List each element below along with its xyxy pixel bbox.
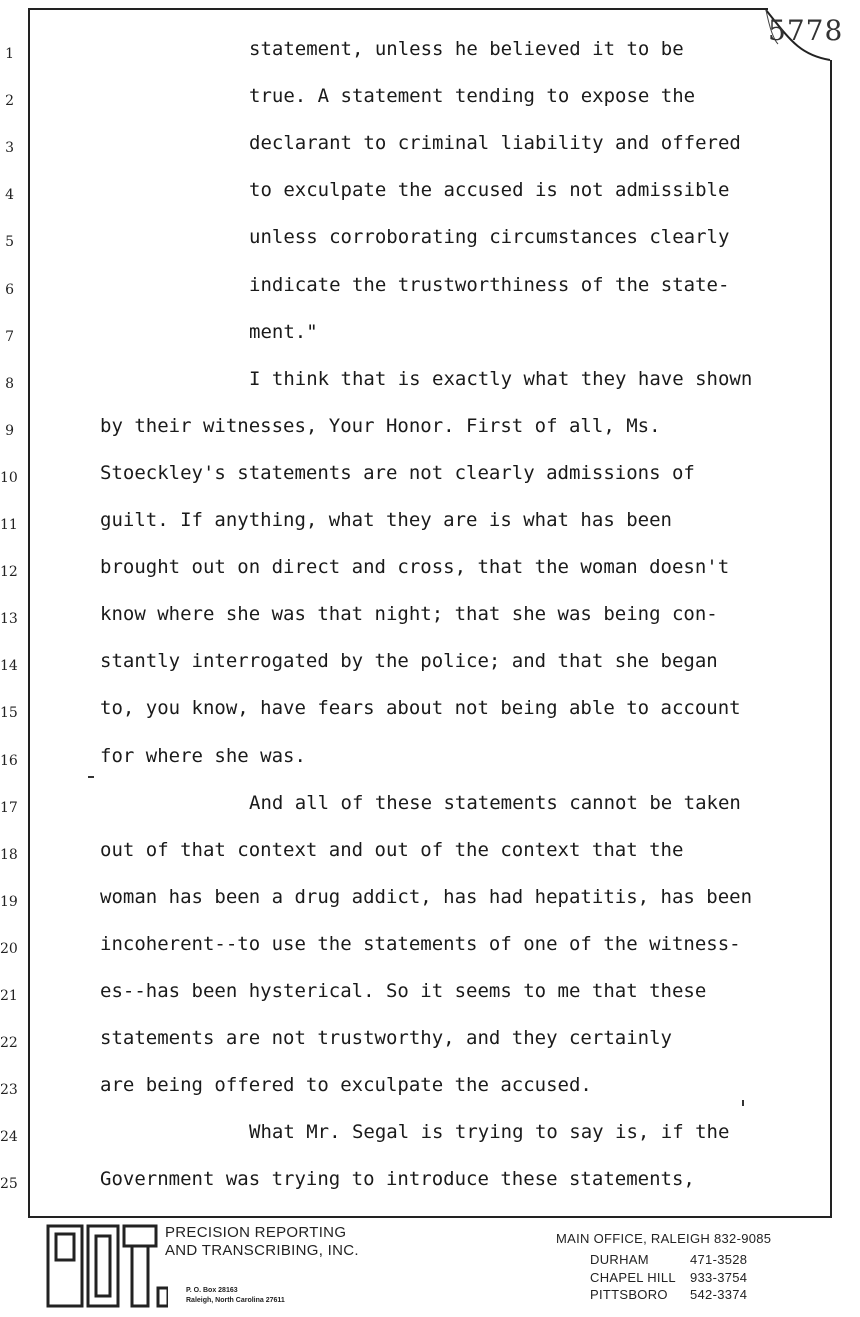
transcript-line: woman has been a drug addict, has had hepatitis, has been	[100, 885, 753, 908]
transcript-line: for where she was.	[100, 744, 306, 767]
transcript-line: stantly interrogated by the police; and that she began	[100, 650, 718, 673]
transcript-line: are being offered to exculpate the accused.	[100, 1074, 592, 1097]
transcript-line: unless corroborating circumstances clearly	[249, 226, 730, 249]
line-number: 7	[5, 328, 14, 345]
office-phone: 542-3374	[690, 1287, 748, 1302]
company-name-line1: PRECISION REPORTING	[165, 1224, 347, 1241]
transcript-line: incoherent--to use the statements of one of the witness-	[100, 932, 741, 955]
line-number: 11	[0, 517, 18, 533]
main-office: MAIN OFFICE, RALEIGH 832-9085	[556, 1231, 772, 1246]
page-number: 5778	[768, 14, 844, 47]
stray-mark	[88, 776, 94, 778]
line-number: 21	[0, 988, 18, 1004]
line-number: 2	[5, 93, 14, 110]
office-city: CHAPEL HILL	[590, 1269, 676, 1285]
page-frame-right	[830, 60, 832, 1218]
transcript-line: statement, unless he believed it to be	[249, 38, 684, 60]
line-number: 18	[0, 846, 18, 863]
line-number: 13	[0, 611, 18, 628]
transcript-line: indicate the trustworthiness of the state-	[249, 273, 730, 296]
line-number: 24	[0, 1129, 18, 1146]
transcript-line: out of that context and out of the context that the	[100, 838, 684, 861]
company-logo	[44, 1222, 168, 1310]
line-number: 20	[0, 940, 18, 957]
line-number: 16	[0, 752, 18, 769]
transcript-line: statements are not trustworthy, and they certainly	[100, 1027, 672, 1050]
office-phone: 933-3754	[690, 1269, 748, 1285]
line-number: 1	[5, 46, 14, 62]
transcript-line: Stoeckley's statements are not clearly admissions of	[100, 461, 695, 484]
line-number: 4	[5, 187, 14, 204]
transcript-line: guilt. If anything, what they are is what has been	[100, 509, 672, 531]
transcript-line: true. A statement tending to expose the	[249, 85, 696, 108]
transcript-line: know where she was that night; that she was being con-	[100, 603, 718, 626]
footer-rule	[28, 1216, 830, 1218]
transcript-line: brought out on direct and cross, that the woman doesn't	[100, 556, 730, 579]
transcript-line: by their witnesses, Your Honor. First of all, Ms.	[100, 414, 661, 437]
transcript-line: to, you know, have fears about not being able to account	[100, 697, 741, 720]
transcript-line: es--has been hysterical. So it seems to me that these	[100, 980, 707, 1002]
transcript-line: Government was trying to introduce these statements,	[100, 1168, 695, 1191]
line-number: 22	[0, 1035, 18, 1052]
line-number: 3	[5, 140, 14, 157]
office-city: DURHAM	[590, 1252, 649, 1267]
transcript-line: ment."	[249, 320, 318, 343]
line-number: 19	[0, 893, 18, 910]
line-number: 17	[0, 799, 18, 816]
office-phone: 471-3528	[690, 1252, 748, 1267]
company-name-line2: AND TRANSCRIBING, INC.	[165, 1242, 359, 1259]
company-address-line2: Raleigh, North Carolina 27611	[186, 1297, 285, 1304]
line-number: 15	[0, 705, 18, 722]
transcript-line: What Mr. Segal is trying to say is, if the	[249, 1121, 730, 1144]
line-number: 25	[0, 1176, 18, 1193]
line-number: 12	[0, 564, 18, 581]
line-number: 5	[5, 234, 14, 251]
line-number: 9	[5, 422, 14, 439]
line-number: 8	[5, 375, 14, 392]
line-number: 14	[0, 658, 18, 675]
transcript-line: I think that is exactly what they have shown	[249, 367, 753, 390]
company-address-line1: P. O. Box 28163	[186, 1287, 238, 1294]
transcript-line: declarant to criminal liability and offered	[249, 132, 741, 155]
stray-mark	[742, 1100, 744, 1106]
line-number: 6	[5, 281, 14, 298]
transcript-line: to exculpate the accused is not admissible	[249, 179, 730, 202]
line-number: 23	[0, 1082, 18, 1099]
office-city: PITTSBORO	[590, 1287, 668, 1302]
line-number: 10	[0, 469, 18, 486]
transcript-line: And all of these statements cannot be taken	[249, 791, 741, 814]
